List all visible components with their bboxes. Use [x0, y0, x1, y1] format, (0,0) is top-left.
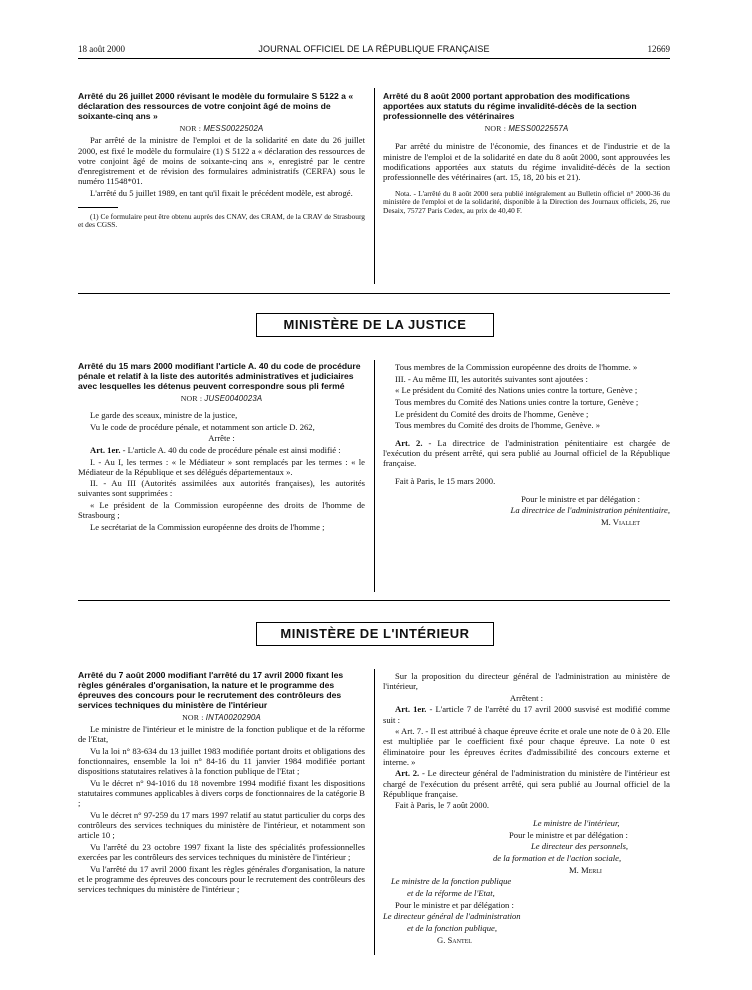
signature-line: Pour le ministre et par délégation :: [509, 829, 628, 840]
paragraph: Vu l'arrêté du 23 octobre 1997 fixant la liste des spécialités professionnelles exercées par les contrôleurs des services techniques du ministère de l'intérieur ;: [78, 842, 365, 863]
arretent-heading: Arrêtent :: [509, 692, 544, 703]
paragraph: Le secrétariat de la Commission européenne des droits de l'homme ;: [90, 521, 325, 532]
signature-line: Le ministre de l'intérieur,: [533, 818, 620, 829]
signature-line: Le directeur général de l'administration: [383, 911, 521, 922]
signatory-name: M. Merli: [569, 864, 602, 875]
interieur-right-column: [383, 671, 670, 946]
paragraph: Vu l'arrêté du 17 avril 2000 fixant les règles générales d'organisation, la nature et le programme des épreuves des concours pour le recrutement des contrôleurs des services techniques du ministère de l'intérieur ;: [78, 863, 365, 895]
header-page-number: 12669: [647, 44, 670, 54]
fait-a-paris: Fait à Paris, le 7 août 2000.: [395, 800, 490, 811]
article-1: Art. 1er. - L'article 7 de l'arrêté du 17 avril 2000 susvisé est modifié comme suit :: [383, 704, 670, 725]
paragraph: I. - Au I, les termes : « le Médiateur » sont remplacés par les termes : « le Médiateur de la République et ses délégués départementaux ».: [78, 456, 365, 477]
paragraph: III. - Au même III, les autorités suivantes sont ajoutées :: [395, 373, 588, 384]
paragraph: Par arrêté de la ministre de l'emploi et de la solidarité en date du 26 juillet 2000, est fixé le modèle du formulaire (1) S 5122 a « déclaration des ressources de votre conjoint âgé de moins de soixante-cinq ans », enregistré par le centre d'enregistrement et de révision des formulaires administratifs (CERFA) sous le numéro 11548*01.: [78, 135, 365, 186]
paragraph: Par arrêté du ministre de l'économie, des finances et de l'industrie et de la ministre de l'emploi et de la solidarité en date du 8 août 2000, sont approuvées les modifications apportées aux statuts du régime invalidité-décès de la section professionnelle des vétérinaires (art. 15, 18, 20 bis et 21).: [383, 141, 670, 182]
justice-right-column: [383, 362, 670, 529]
paragraph: Le ministre de l'intérieur et le ministre de la fonction publique et de la réforme de l'Etat,: [78, 724, 365, 745]
signature-line: Pour le ministre et par délégation :: [521, 493, 640, 504]
article-title: Arrêté du 8 août 2000 portant approbation des modifications apportées aux statuts du régime invalidité-décès de la section professionnelle des vétérinaires: [383, 91, 637, 121]
header-journal-title: JOURNAL OFFICIEL DE LA RÉPUBLIQUE FRANÇAISE: [258, 44, 490, 54]
paragraph: Vu le décret n° 97-259 du 17 mars 1997 relatif au statut particulier du corps des contrôleurs des services techniques du ministère de l'intérieur, et notamment son article 10 ;: [78, 810, 365, 841]
nor-reference: NOR : INTA0020290A: [182, 712, 261, 722]
article-1: Art. 1er. - L'article A. 40 du code de procédure pénale est ainsi modifié :: [90, 444, 341, 455]
section-rule: [78, 600, 670, 601]
signature-line: Le directeur des personnels,: [531, 841, 629, 852]
top-left-article: [78, 92, 365, 231]
column-divider: [374, 88, 375, 284]
nor-reference: NOR : JUSE0040023A: [180, 393, 263, 403]
header-rule: [78, 58, 670, 59]
paragraph: Vu la loi n° 83-634 du 13 juillet 1983 modifiée portant droits et obligations des fonctionnaires, ensemble la loi n° 84-16 du 11 janvier 1984 modifiée portant dispositions statutaires relatives à la fonction publique de l'Etat ;: [78, 746, 365, 777]
top-right-article: [383, 92, 670, 217]
paragraph: Le président du Comité des droits de l'homme, Genève ;: [395, 408, 589, 419]
paragraph: Le garde des sceaux, ministre de la justice,: [90, 409, 238, 420]
ministry-banner-justice: MINISTÈRE DE LA JUSTICE: [256, 313, 494, 337]
signature-line: et de la fonction publique,: [407, 922, 497, 933]
paragraph: Tous membres de la Commission européenne des droits de l'homme. »: [395, 362, 638, 372]
signature-line: et de la réforme de l'Etat,: [407, 887, 495, 898]
paragraph: Vu le décret n° 94-1016 du 18 novembre 1994 modifié fixant les dispositions statutaires communes applicables à divers corps de fonctionnaires de la catégorie B ;: [78, 778, 365, 809]
paragraph: Tous membres du Comité des droits de l'homme, Genève. »: [395, 420, 601, 431]
page-header: [78, 44, 670, 56]
signature-line: de la formation et de l'action sociale,: [493, 853, 622, 863]
header-date: 18 août 2000: [78, 44, 125, 54]
signature-line: Le ministre de la fonction publique: [391, 876, 512, 887]
fait-a-paris: Fait à Paris, le 15 mars 2000.: [395, 475, 496, 486]
paragraph: « Le président du Comité des Nations unies contre la torture, Genève ;: [395, 385, 638, 396]
interieur-left-column: [78, 671, 365, 896]
nor-reference: NOR : MESS0022557A: [484, 123, 569, 133]
paragraph: Vu le code de procédure pénale, et notamment son article D. 262,: [90, 421, 315, 432]
article-2: Art. 2. - Le directeur général de l'administration du ministère de l'intérieur est chargé de l'exécution du présent arrêté, qui sera publié au Journal officiel de la République française.: [383, 768, 670, 799]
column-divider: [374, 360, 375, 592]
article-2: Art. 2. - La directrice de l'administration pénitentiaire est chargée de l'exécution du présent arrêté, qui sera publié au Journal officiel de la République française.: [383, 437, 670, 469]
article-title: Arrêté du 15 mars 2000 modifiant l'article A. 40 du code de procédure pénale et relatif à la liste des autorités administratives et judiciaires avec lesquelles les détenus peuvent correspondre sous pli fermé: [78, 361, 361, 391]
signatory-name: M. Viallet: [601, 516, 640, 527]
article-title: Arrêté du 7 août 2000 modifiant l'arrêté du 17 avril 2000 fixant les règles générales d'organisation, la nature et le programme des épreuves des concours pour le recrutement des contrôleurs des services techniques du ministère de l'intérieur: [78, 670, 344, 710]
justice-left-column: [78, 362, 365, 534]
section-rule: [78, 293, 670, 294]
paragraph: II. - Au III (Autorités assimilées aux autorités françaises), les autorités suivantes sont supprimées :: [78, 478, 365, 499]
arrete-heading: Arrête :: [208, 433, 235, 444]
nor-reference: NOR : MESS0022502A: [179, 123, 264, 133]
article-title: Arrêté du 26 juillet 2000 révisant le modèle du formulaire S 5122 a « déclaration des ressources de votre conjoint âgé de moins de soixante-cinq ans »: [78, 91, 354, 121]
nota: Nota. - L'arrêté du 8 août 2000 sera publié intégralement au Bulletin officiel n° 2000-36 du ministère de l'emploi et de la solidarité, disponible à la Direction des Journaux officiels, 26, rue Desaix, 75727 Paris Cedex, au prix de 40,40 F.: [383, 188, 670, 215]
paragraph: Tous membres du Comité des Nations unies contre la torture, Genève ;: [395, 396, 639, 407]
paragraph: « Le président de la Commission européenne des droits de l'homme de Strasbourg ;: [78, 500, 365, 521]
signatory-name: G. Santel: [437, 934, 472, 945]
footnote: (1) Ce formulaire peut être obtenu auprès des CNAV, des CRAM, de la CRAV de Strasbourg et des CGSS.: [78, 211, 365, 230]
paragraph: L'arrêté du 5 juillet 1989, en tant qu'il fixait le précédent modèle, est abrogé.: [90, 187, 353, 198]
signature-line: La directrice de l'administration pénitentiaire,: [510, 505, 670, 516]
column-divider: [374, 669, 375, 955]
paragraph: « Art. 7. - Il est attribué à chaque épreuve écrite et orale une note de 0 à 20. Elle est multipliée par le coefficient fixé pour chaque épreuve. La note 0 est éliminatoire pour les épreuves écrites d'admissibilité des concours externe et interne. »: [383, 726, 670, 767]
signature-line: Pour le ministre et par délégation :: [395, 899, 514, 910]
footnote-rule: [78, 207, 118, 208]
ministry-banner-interieur: MINISTÈRE DE L'INTÉRIEUR: [256, 622, 494, 646]
paragraph: Sur la proposition du directeur général de l'administration au ministère de l'intérieur,: [383, 671, 670, 692]
